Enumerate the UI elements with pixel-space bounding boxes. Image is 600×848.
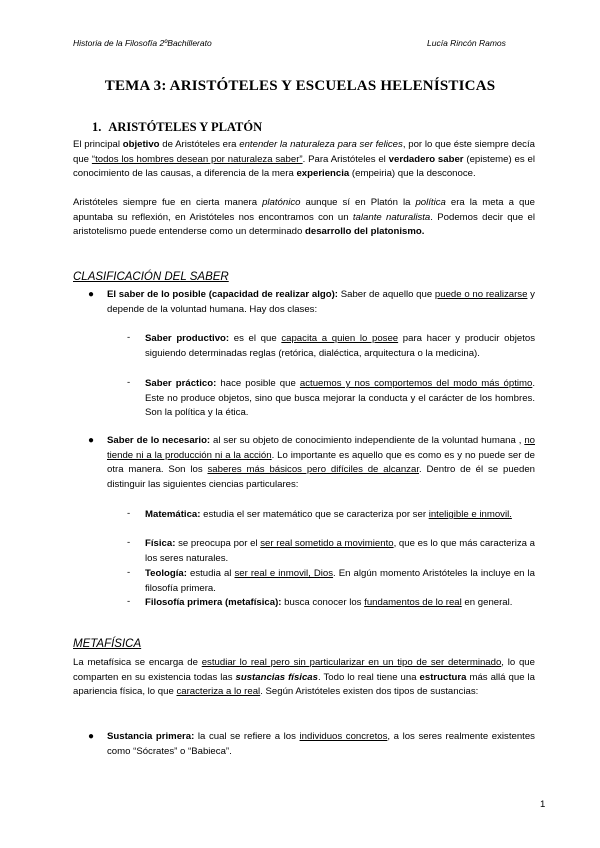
section-heading (92, 120, 262, 135)
section-number: 1. (92, 120, 102, 134)
bullet-marker: ● (88, 731, 95, 742)
item-matematica: Matemática: estudia el ser matemático que se caracteriza por ser inteligible e inmovil. (145, 509, 512, 520)
item-filosofia-primera: Filosofía primera (metafísica): busca conocer los fundamentos de lo real en general. (145, 597, 513, 608)
intro-paragraph-2: Aristóteles siempre fue en cierta manera platónico aunque sí en Platón la política era la meta a que apuntaba su reflexión, en Aristóteles nos encontramos con un talante naturalista. Podemos decir que el aristotelismo puede entenderse como un determinado desarrollo del platonismo. (73, 197, 535, 238)
clasificacion-heading: CLASIFICACIÓN DEL SABER (73, 271, 229, 283)
bullet-sustancia-primera: Sustancia primera: la cual se refiere a los individuos concretos, a los seres realmente existentes como “Sócrates” o “Babieca”. (107, 731, 535, 757)
metafisica-heading: METAFÍSICA (73, 638, 142, 650)
page-title: TEMA 3: ARISTÓTELES Y ESCUELAS HELENÍSTICAS (104, 78, 496, 94)
item-saber-practico: Saber práctico: hace posible que actuemos y nos comportemos del modo más óptimo. Este no produce objetos, sino que busca mejorar la conducta y el carácter de los hombres. Son la política y la ética. (145, 378, 535, 419)
page-number: 1 (540, 799, 546, 810)
header-left: Historia de la Filosofía 2ºBachillerato (73, 38, 212, 48)
intro-paragraph-1: El principal objetivo de Aristóteles era entender la naturaleza para ser felices, por lo que éste siempre decía que “todos los hombres desean por naturaleza saber”. Para Aristóteles el verdadero saber (episteme) es el conocimiento de las causas, a diferencia de la mera experiencia (empeiria) que la desconoce. (73, 139, 535, 180)
item-fisica: Física: se preocupa por el ser real sometido a movimiento, que es lo que más caracteriza a los seres naturales. (145, 538, 535, 564)
bullet-saber-posible: El saber de lo posible (capacidad de realizar algo): Saber de aquello que puede o no realizarse y depende de la voluntad humana. Hay dos clases: (107, 289, 535, 315)
dash-marker: - (127, 332, 131, 343)
dash-marker: - (127, 567, 131, 578)
header-right: Lucía Rincón Ramos (427, 38, 506, 48)
bullet-marker: ● (88, 289, 95, 300)
dash-marker: - (127, 596, 131, 607)
section-title: ARISTÓTELES Y PLATÓN (108, 120, 263, 134)
dash-marker: - (127, 508, 131, 519)
bullet-saber-necesario: Saber de lo necesario: al ser su objeto de conocimiento independiente de la voluntad humana , no tiende ni a la producción ni a la acción. Lo importante es aquello que es como es y no puede ser de otra manera. Son los saberes más básicos pero difíciles de alcanzar. Dentro de él se pueden distinguir las siguientes ciencias particulares: (107, 435, 536, 491)
item-teologia: Teología: estudia al ser real e inmovil, Dios. En algún momento Aristóteles la incluye en la filosofía primera. (145, 568, 535, 594)
dash-marker: - (127, 377, 131, 388)
item-saber-productivo: Saber productivo: es el que capacita a quien lo posee para hacer y producir objetos siguiendo determinadas reglas (retórica, dialéctica, arquitectura o la medicina). (145, 333, 536, 359)
metafisica-paragraph: La metafísica se encarga de estudiar lo real pero sin particularizar en un tipo de ser determinado, lo que comparten en su existencia todas las sustancias físicas. Todo lo real tiene una estructura más allá que la apariencia física, lo que caracteriza a lo real. Según Aristóteles existen dos tipos de sustancias: (73, 657, 535, 698)
bullet-marker: ● (88, 435, 95, 446)
dash-marker: - (127, 537, 131, 548)
